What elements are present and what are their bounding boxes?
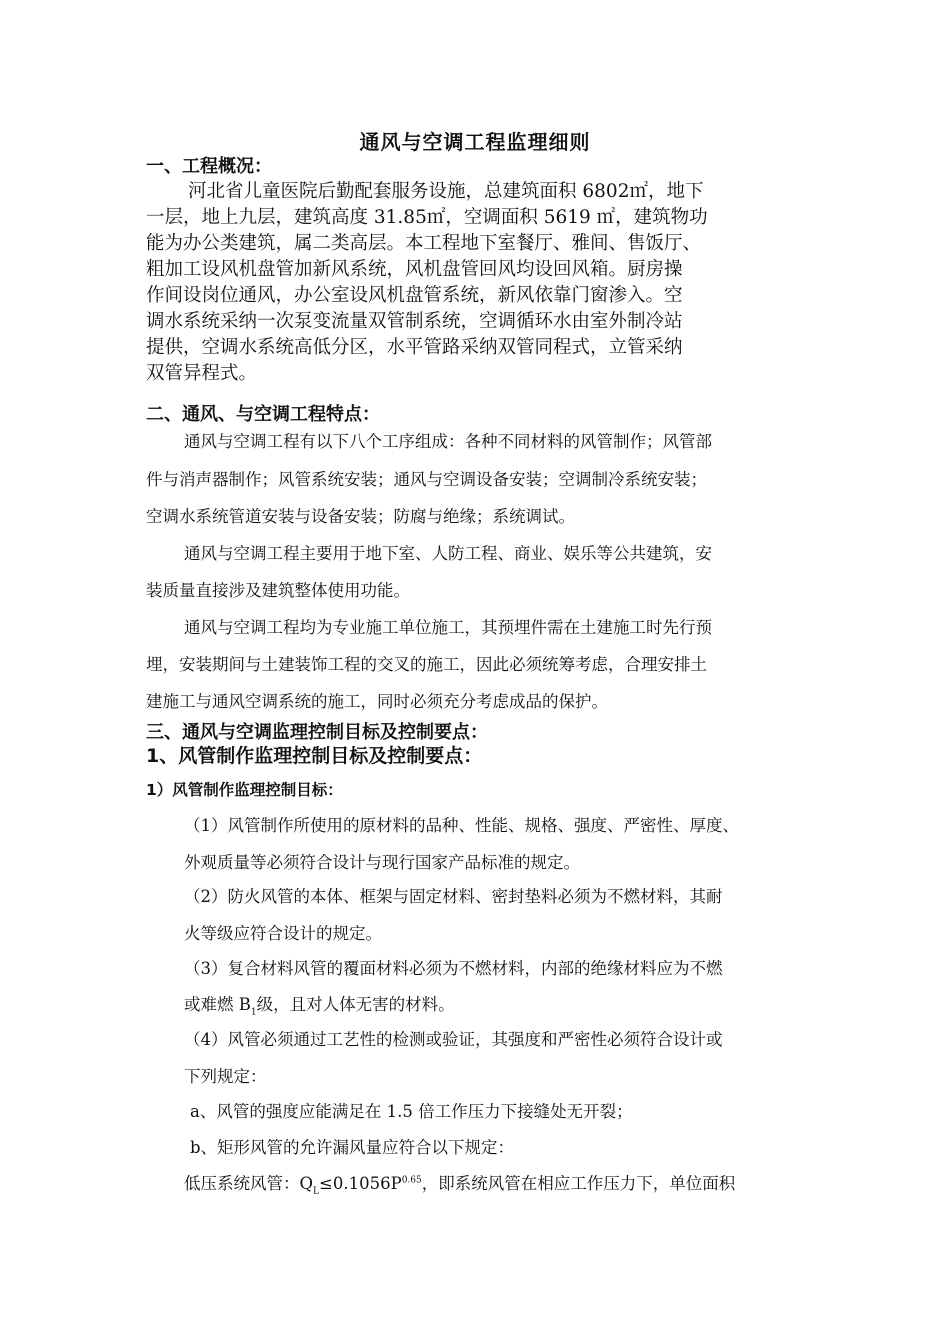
sec1-line-7: 提供，空调水系统高低分区，水平管路采纳双管同程式，立管采纳: [146, 337, 683, 358]
sec2-line-3: 空调水系统管道安装与设备安装；防腐与绝缘；系统调试。: [146, 507, 575, 526]
section-1-heading: 一、工程概况：: [146, 156, 272, 177]
sec2-line-5: 装质量直接涉及建筑整体使用功能。: [146, 581, 410, 600]
sec2-line-6: 通风与空调工程均为专业施工单位施工，其预埋件需在土建施工时先行预: [184, 618, 712, 637]
subsection-1-heading: 1、风管制作监理控制目标及控制要点：: [146, 745, 483, 767]
item-1-line-2: 外观质量等必须符合设计与现行国家产品标准的规定。: [184, 853, 580, 872]
sec1-line-5: 作间设岗位通风，办公室设风机盘管系统，新风依靠门窗渗入。空: [146, 285, 683, 306]
sec2-line-4: 通风与空调工程主要用于地下室、人防工程、商业、娱乐等公共建筑，安: [184, 544, 712, 563]
item-3-line-2: 或难燃 $B_1$级，且对人体无害的材料。: [184, 995, 455, 1018]
section-2-heading: 二、通风、与空调工程特点：: [146, 404, 380, 425]
subsection-1-1-heading: 1）风管制作监理控制目标：: [146, 781, 343, 799]
item-2-line-1: （2）防火风管的本体、框架与固定材料、密封垫料必须为不燃材料，其耐: [184, 887, 723, 906]
sec1-line-4: 粗加工设风机盘管加新风系统，风机盘管回风均设回风箱。厨房操: [146, 259, 683, 280]
sec1-line-2: 一层，地上九层，建筑高度 31.85㎡，空调面积 5619 ㎡，建筑物功: [146, 207, 708, 228]
item-a: a、风管的强度应能满足在 1.5 倍工作压力下接缝处无开裂；: [190, 1102, 633, 1121]
sec1-line-3: 能为办公类建筑，属二类高层。本工程地下室餐厅、雅间、售饭厅、: [146, 233, 702, 254]
sec2-line-7: 埋，安装期间与土建装饰工程的交叉的施工，因此必须统筹考虑，合理安排土: [146, 655, 707, 674]
sec2-line-2: 件与消声器制作；风管系统安装；通风与空调设备安装；空调制冷系统安装；: [146, 470, 707, 489]
sec2-line-1: 通风与空调工程有以下八个工序组成：各种不同材料的风管制作；风管部: [184, 432, 712, 451]
item-2-line-2: 火等级应符合设计的规定。: [184, 924, 382, 943]
item-4-line-2: 下列规定：: [184, 1067, 267, 1086]
sec1-line-8: 双管异程式。: [146, 363, 258, 384]
item-4-line-1: （4）风管必须通过工艺性的检测或验证，其强度和严密性必须符合设计或: [184, 1030, 723, 1049]
item-3-line-1: （3）复合材料风管的覆面材料必须为不燃材料，内部的绝缘材料应为不燃: [184, 959, 723, 978]
sec1-line-1: 河北省儿童医院后勤配套服务设施，总建筑面积 6802㎡，地下: [188, 181, 704, 202]
item-1-line-1: （1）风管制作所使用的原材料的品种、性能、规格、强度、严密性、厚度、: [184, 816, 739, 835]
sec2-line-8: 建施工与通风空调系统的施工，同时必须充分考虑成品的保护。: [146, 692, 608, 711]
section-3-heading: 三、通风与空调监理控制目标及控制要点：: [146, 722, 488, 743]
page-title: 通风与空调工程监理细则: [359, 130, 591, 154]
sec1-line-6: 调水系统采纳一次泵变流量双管制系统，空调循环水由室外制冷站: [146, 311, 683, 332]
item-b: b、矩形风管的允许漏风量应符合以下规定：: [190, 1138, 515, 1157]
formula-line: 低压系统风管：$Q_L\le 0.1056P^{0.65}$，即系统风管在相应工作压力下，单位面积: [184, 1174, 736, 1197]
